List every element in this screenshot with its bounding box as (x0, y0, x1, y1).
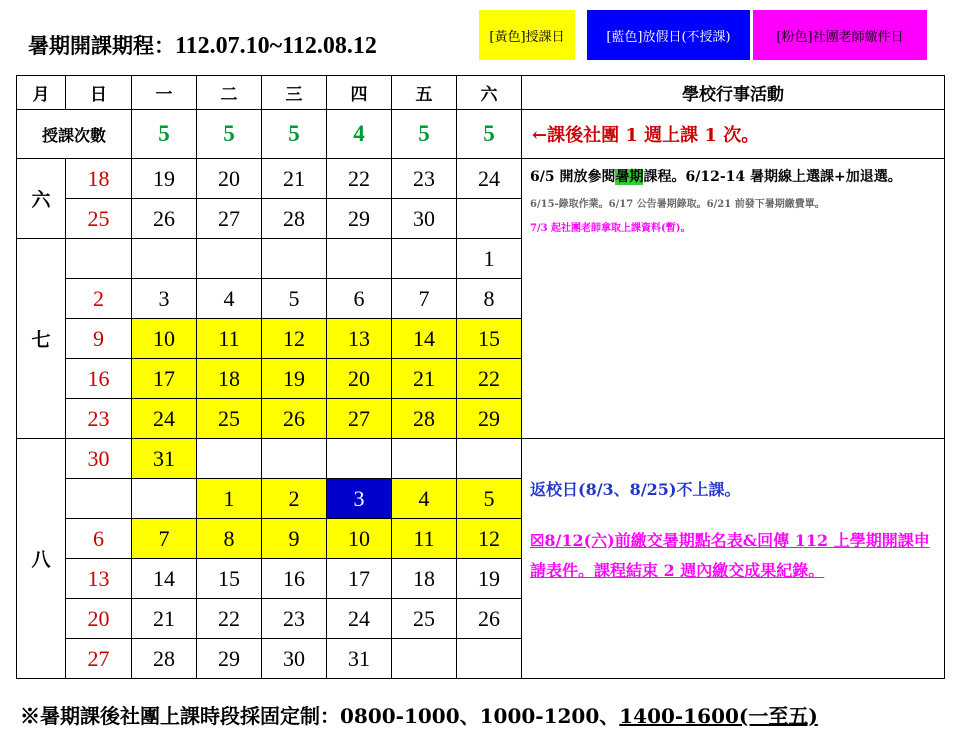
title-prefix: 暑期開課期程： (28, 33, 175, 58)
header-month: 月 (17, 76, 66, 110)
calendar-table (16, 75, 945, 679)
day-cell: 29 (457, 399, 522, 439)
note-materials: 7/3 起社團老師拿取上課資料(暫)。 (530, 223, 691, 234)
note-registration-a: 6/5 開放參閱 (530, 169, 616, 185)
day-cell: 29 (327, 199, 392, 239)
day-cell-sunday: 13 (66, 559, 132, 599)
day-cell: 8 (197, 519, 262, 559)
day-cell (197, 439, 262, 479)
day-cell: 19 (262, 359, 327, 399)
day-cell: 23 (392, 159, 457, 199)
day-cell: 3 (132, 279, 197, 319)
count-fri: 5 (392, 110, 457, 159)
day-cell (132, 239, 197, 279)
legend-teaching-day: [黃色]授課日 (479, 10, 575, 60)
count-mon: 5 (132, 110, 197, 159)
day-cell: 24 (457, 159, 522, 199)
day-cell: 3 (327, 479, 392, 519)
day-cell: 15 (197, 559, 262, 599)
day-cell-sunday (66, 479, 132, 519)
day-cell: 26 (457, 599, 522, 639)
day-cell-sunday: 2 (66, 279, 132, 319)
day-cell: 21 (132, 599, 197, 639)
day-cell: 23 (262, 599, 327, 639)
day-cell (132, 479, 197, 519)
day-cell: 7 (132, 519, 197, 559)
header-row (17, 76, 945, 110)
day-cell: 18 (197, 359, 262, 399)
day-cell: 20 (197, 159, 262, 199)
day-cell (392, 239, 457, 279)
day-cell: 14 (132, 559, 197, 599)
month-august: 八 (17, 439, 66, 679)
day-cell-sunday: 16 (66, 359, 132, 399)
day-cell: 4 (392, 479, 457, 519)
note-registration-highlight: 暑期 (615, 169, 644, 185)
day-cell: 8 (457, 279, 522, 319)
page-title (28, 30, 377, 60)
note-return-days: 返校日(8/3、8/25)不上課。 (530, 480, 741, 499)
day-cell: 11 (197, 319, 262, 359)
footer-note (20, 700, 818, 729)
day-cell: 11 (392, 519, 457, 559)
count-row (17, 110, 945, 159)
header-tue: 二 (197, 76, 262, 110)
note-submission: ☒8/12(六)前繳交暑期點名表&回傳 112 上學期開課申請表件。課程結束 2 週內繳交成果紀錄。 (530, 531, 930, 580)
footer-text: ※暑期課後社團上課時段採固定制：0800-1000、1000-1200、 (20, 704, 620, 728)
day-cell-sunday: 23 (66, 399, 132, 439)
day-cell: 16 (262, 559, 327, 599)
count-sat: 5 (457, 110, 522, 159)
day-cell: 9 (262, 519, 327, 559)
note-admission: 6/15-錄取作業。6/17 公告暑期錄取。6/21 前發下暑期繳費單。 (530, 199, 825, 210)
day-cell (457, 199, 522, 239)
day-cell: 26 (262, 399, 327, 439)
week-row (17, 159, 945, 199)
day-cell (262, 239, 327, 279)
day-cell (262, 439, 327, 479)
count-thu: 4 (327, 110, 392, 159)
day-cell: 17 (327, 559, 392, 599)
day-cell: 22 (457, 359, 522, 399)
count-label: 授課次數 (17, 110, 132, 159)
day-cell: 22 (197, 599, 262, 639)
header-wed: 三 (262, 76, 327, 110)
day-cell: 7 (392, 279, 457, 319)
day-cell: 10 (132, 319, 197, 359)
day-cell: 30 (262, 639, 327, 679)
activities-notes-early (522, 159, 945, 439)
day-cell-sunday: 27 (66, 639, 132, 679)
header-thu: 四 (327, 76, 392, 110)
header-day: 日 (66, 76, 132, 110)
day-cell (457, 639, 522, 679)
month-july: 七 (17, 239, 66, 439)
day-cell: 6 (327, 279, 392, 319)
day-cell-sunday: 6 (66, 519, 132, 559)
day-cell: 21 (392, 359, 457, 399)
day-cell: 22 (327, 159, 392, 199)
day-cell: 31 (327, 639, 392, 679)
day-cell: 13 (327, 319, 392, 359)
day-cell: 28 (262, 199, 327, 239)
day-cell: 12 (262, 319, 327, 359)
day-cell: 28 (132, 639, 197, 679)
day-cell: 24 (327, 599, 392, 639)
day-cell (197, 239, 262, 279)
day-cell: 10 (327, 519, 392, 559)
header-activities: 學校行事活動 (522, 76, 945, 110)
day-cell: 5 (457, 479, 522, 519)
day-cell (392, 639, 457, 679)
footer-afternoon-slot: 1400-1600(一至五) (619, 704, 818, 728)
day-cell: 17 (132, 359, 197, 399)
header-mon: 一 (132, 76, 197, 110)
day-cell: 1 (197, 479, 262, 519)
day-cell: 2 (262, 479, 327, 519)
note-registration-b: 課程。6/12-14 暑期線上選課+加退選。 (643, 169, 902, 185)
day-cell: 4 (197, 279, 262, 319)
day-cell: 21 (262, 159, 327, 199)
count-wed: 5 (262, 110, 327, 159)
day-cell: 30 (392, 199, 457, 239)
legend-submission-day: [粉色]社團老師繳件日 (753, 10, 927, 60)
day-cell-sunday: 9 (66, 319, 132, 359)
day-cell: 25 (197, 399, 262, 439)
day-cell: 25 (392, 599, 457, 639)
day-cell: 1 (457, 239, 522, 279)
day-cell: 18 (392, 559, 457, 599)
day-cell (392, 439, 457, 479)
note-registration (530, 163, 936, 191)
day-cell: 24 (132, 399, 197, 439)
day-cell (327, 439, 392, 479)
day-cell-sunday (66, 239, 132, 279)
day-cell: 29 (197, 639, 262, 679)
header-sat: 六 (457, 76, 522, 110)
day-cell (327, 239, 392, 279)
day-cell-sunday: 25 (66, 199, 132, 239)
activities-notes-late (522, 439, 945, 679)
header-fri: 五 (392, 76, 457, 110)
day-cell: 19 (132, 159, 197, 199)
title-dates: 112.07.10~112.08.12 (175, 33, 377, 59)
week-row (17, 439, 945, 479)
day-cell: 20 (327, 359, 392, 399)
count-tue: 5 (197, 110, 262, 159)
day-cell: 14 (392, 319, 457, 359)
day-cell: 27 (327, 399, 392, 439)
day-cell-sunday: 20 (66, 599, 132, 639)
month-june: 六 (17, 159, 66, 239)
day-cell: 27 (197, 199, 262, 239)
day-cell: 15 (457, 319, 522, 359)
count-note: ←課後社團 1 週上課 1 次。 (522, 110, 945, 159)
day-cell: 28 (392, 399, 457, 439)
day-cell: 19 (457, 559, 522, 599)
day-cell (457, 439, 522, 479)
day-cell: 31 (132, 439, 197, 479)
day-cell-sunday: 30 (66, 439, 132, 479)
day-cell-sunday: 18 (66, 159, 132, 199)
day-cell: 26 (132, 199, 197, 239)
legend-holiday: [藍色]放假日(不授課) (587, 10, 750, 60)
day-cell: 12 (457, 519, 522, 559)
day-cell: 5 (262, 279, 327, 319)
